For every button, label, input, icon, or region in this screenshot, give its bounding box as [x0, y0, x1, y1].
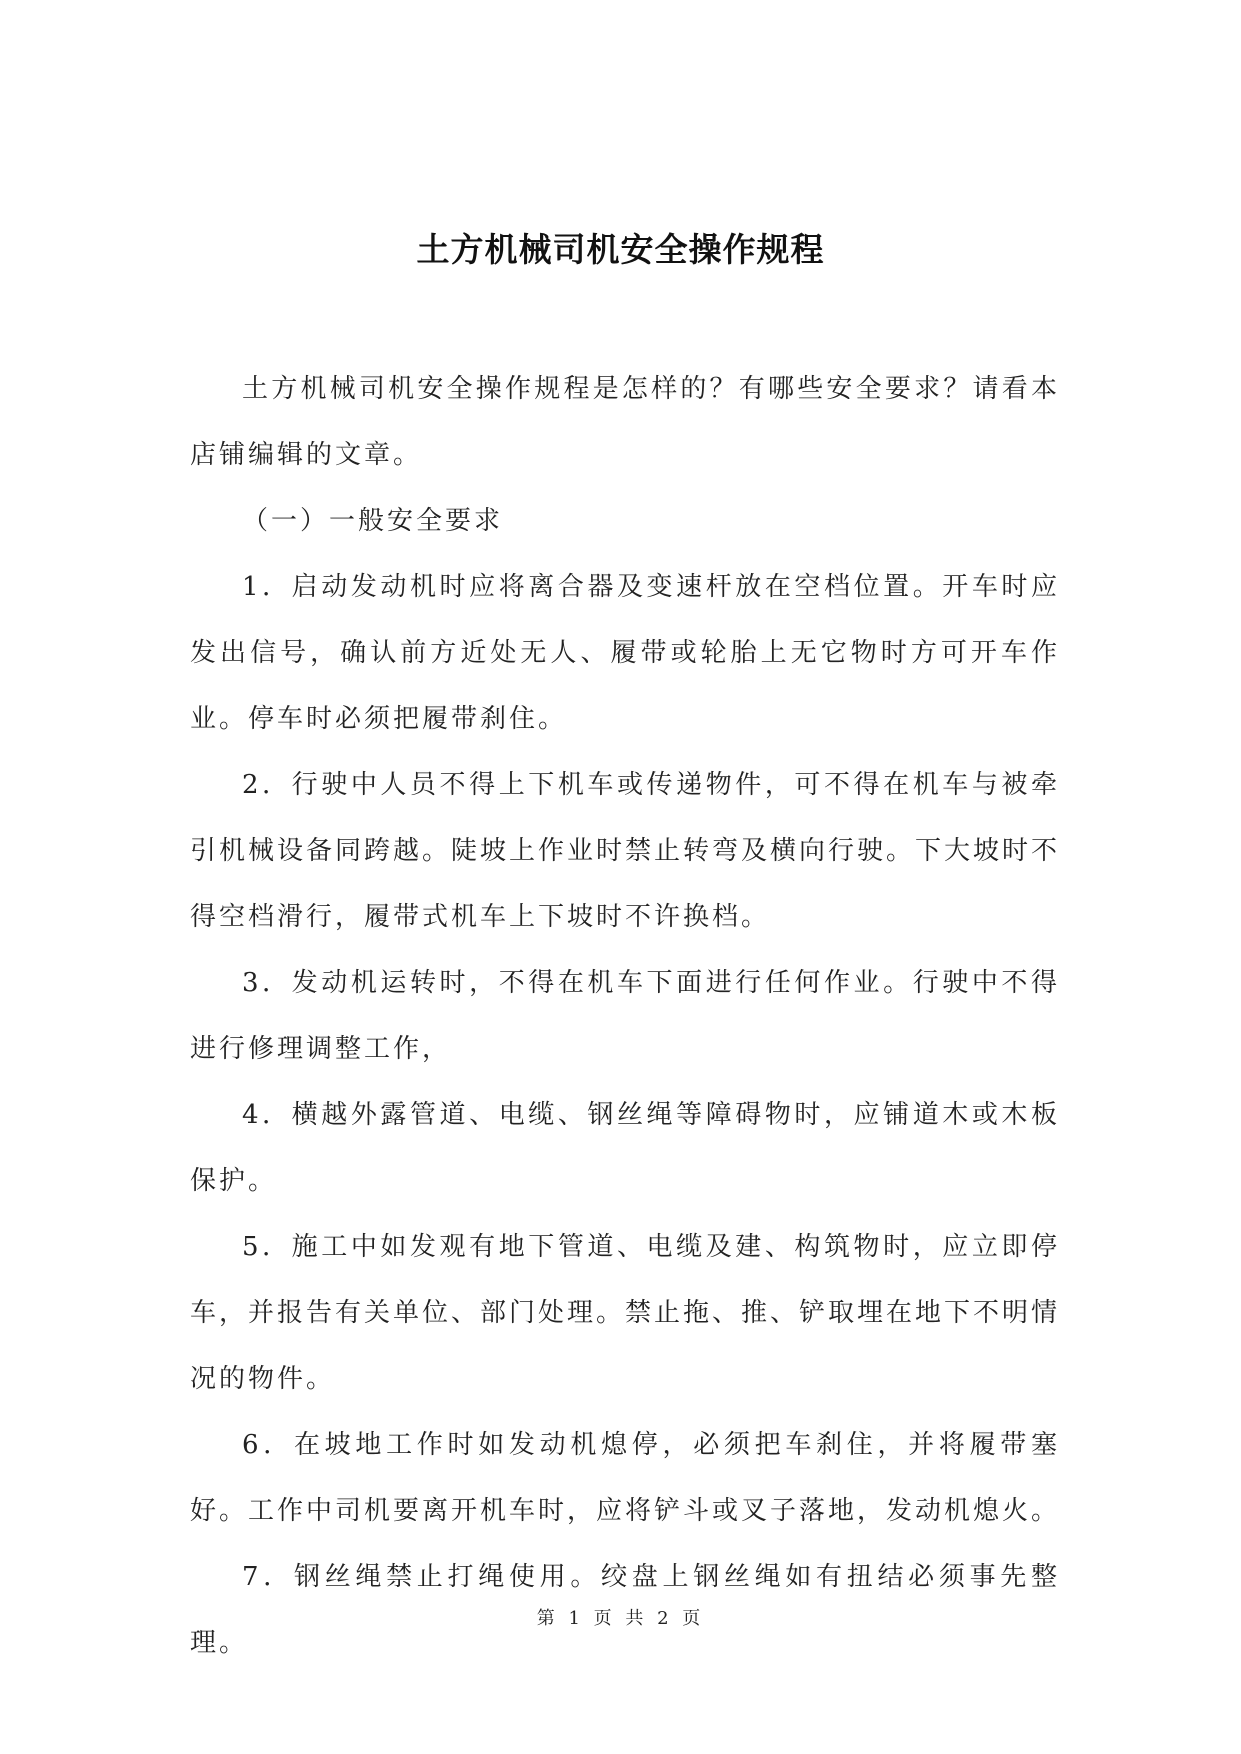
list-item: 1．启动发动机时应将离合器及变速杆放在空档位置。开车时应发出信号，确认前方近处无人、履带或轮胎上无它物时方可开车作业。停车时必须把履带刹住。 — [190, 572, 1060, 734]
list-item: 4．横越外露管道、电缆、钢丝绳等障碍物时，应铺道木或木板保护。 — [190, 1100, 1060, 1196]
list-item: 6．在坡地工作时如发动机熄停，必须把车刹住，并将履带塞好。工作中司机要离开机车时，应将铲斗或叉子落地，发动机熄火。 — [190, 1430, 1061, 1526]
document-title: 土方机械司机安全操作规程 — [416, 230, 825, 269]
document-body — [190, 356, 1060, 1676]
list-item: 5．施工中如发观有地下管道、电缆及建、构筑物时，应立即停车，并报告有关单位、部门处理。禁止拖、推、铲取埋在地下不明情况的物件。 — [190, 1232, 1061, 1394]
list-item: 3．发动机运转时，不得在机车下面进行任何作业。行驶中不得进行修理调整工作， — [190, 968, 1060, 1064]
section-heading: （一）一般安全要求 — [242, 506, 504, 536]
intro-paragraph: 土方机械司机安全操作规程是怎样的？有哪些安全要求？请看本店铺编辑的文章。 — [190, 374, 1060, 470]
page-number-footer: 第 1 页 共 2 页 — [536, 1608, 705, 1629]
list-item: 2．行驶中人员不得上下机车或传递物件，可不得在机车与被牵引机械设备同跨越。陡坡上作业时禁止转弯及横向行驶。下大坡时不得空档滑行，履带式机车上下坡时不许换档。 — [190, 770, 1061, 932]
list-item: 7．钢丝绳禁止打绳使用。绞盘上钢丝绳如有扭结必须事先整理。 — [190, 1562, 1060, 1658]
